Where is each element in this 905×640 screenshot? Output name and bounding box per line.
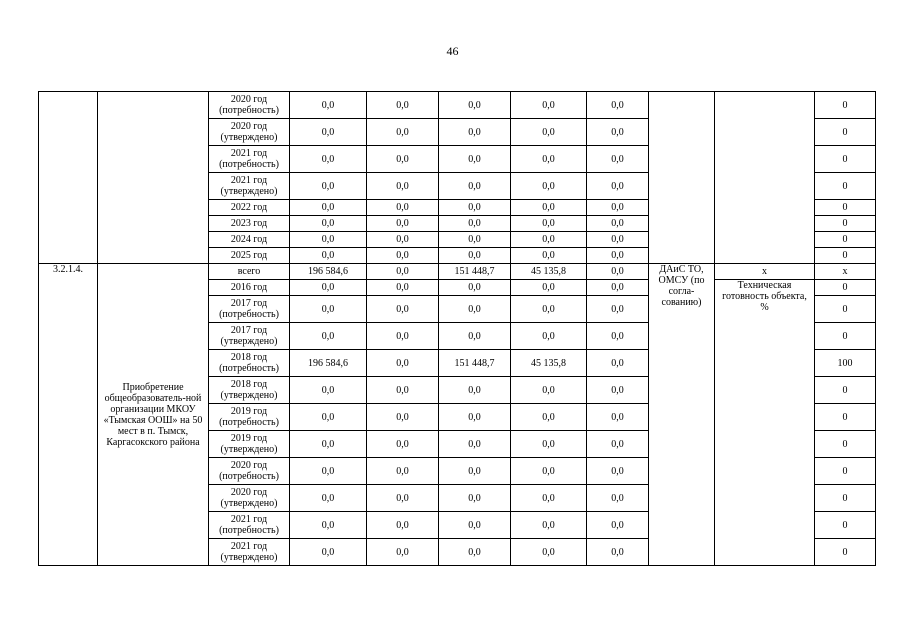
value-cell: 0,0 (511, 458, 587, 485)
value-cell: 0,0 (511, 404, 587, 431)
indicator-value-cell: 0 (815, 92, 876, 119)
value-cell: 0,0 (290, 485, 367, 512)
value-cell: 151 448,7 (439, 264, 511, 280)
value-cell: 0,0 (439, 458, 511, 485)
item-code: 3.2.1.4. (39, 264, 98, 566)
value-cell: 0,0 (367, 92, 439, 119)
value-cell: 0,0 (587, 119, 649, 146)
indicator-value-cell: 0 (815, 216, 876, 232)
value-cell: 0,0 (439, 119, 511, 146)
value-cell: 0,0 (290, 539, 367, 566)
value-cell: 0,0 (511, 323, 587, 350)
value-cell: 0,0 (367, 350, 439, 377)
value-cell: 0,0 (511, 539, 587, 566)
page-number: 46 (446, 44, 459, 58)
value-cell: 0,0 (587, 248, 649, 264)
period-cell: 2019 год (потребность) (209, 404, 290, 431)
value-cell: 0,0 (367, 264, 439, 280)
value-cell: 45 135,8 (511, 264, 587, 280)
period-cell: 2025 год (209, 248, 290, 264)
name-cell (98, 92, 209, 264)
value-cell: 0,0 (439, 173, 511, 200)
value-cell: 0,0 (439, 377, 511, 404)
value-cell: 0,0 (587, 431, 649, 458)
value-cell: 0,0 (367, 296, 439, 323)
item-name: Приобретение общеобразователь-ной организации МКОУ «Тымская ООШ» на 50 мест в п. Тымск, Каргасокского района (98, 264, 209, 566)
value-cell: 0,0 (290, 512, 367, 539)
table-row (39, 264, 876, 280)
period-cell: 2022 год (209, 200, 290, 216)
period-cell: 2021 год (утверждено) (209, 539, 290, 566)
table-body (39, 92, 876, 566)
value-cell: 0,0 (290, 458, 367, 485)
value-cell: 0,0 (587, 485, 649, 512)
value-cell: 0,0 (587, 264, 649, 280)
value-cell: 0,0 (367, 232, 439, 248)
period-cell: 2020 год (утверждено) (209, 119, 290, 146)
value-cell: 0,0 (290, 404, 367, 431)
value-cell: 0,0 (439, 200, 511, 216)
value-cell: 0,0 (587, 350, 649, 377)
value-cell: 151 448,7 (439, 350, 511, 377)
value-cell: 0,0 (290, 232, 367, 248)
period-cell: 2021 год (потребность) (209, 512, 290, 539)
value-cell: 0,0 (290, 200, 367, 216)
value-cell: 0,0 (511, 200, 587, 216)
indicator-value-cell: 0 (815, 232, 876, 248)
value-cell: 0,0 (511, 173, 587, 200)
value-cell: 0,0 (367, 323, 439, 350)
value-cell: 0,0 (290, 431, 367, 458)
indicator-value-cell: 0 (815, 323, 876, 350)
value-cell: 0,0 (587, 173, 649, 200)
value-cell: 0,0 (587, 458, 649, 485)
value-cell: 0,0 (367, 458, 439, 485)
value-cell: 0,0 (587, 146, 649, 173)
indicator-value-cell: 0 (815, 173, 876, 200)
value-cell: 0,0 (511, 232, 587, 248)
period-cell: 2020 год (потребность) (209, 458, 290, 485)
value-cell: 0,0 (511, 92, 587, 119)
period-cell: 2016 год (209, 280, 290, 296)
value-cell: 0,0 (587, 377, 649, 404)
value-cell: 0,0 (511, 512, 587, 539)
value-cell: 0,0 (587, 404, 649, 431)
indicator-value-cell: 0 (815, 377, 876, 404)
value-cell: 0,0 (290, 377, 367, 404)
value-cell: 0,0 (367, 539, 439, 566)
value-cell: 0,0 (511, 248, 587, 264)
indicator-value-cell: 0 (815, 485, 876, 512)
value-cell: 0,0 (587, 512, 649, 539)
value-cell: 0,0 (367, 216, 439, 232)
value-cell: 0,0 (439, 248, 511, 264)
value-cell: 0,0 (367, 377, 439, 404)
indicator-value-cell: 100 (815, 350, 876, 377)
value-cell: 0,0 (587, 92, 649, 119)
indicator-value-cell: 0 (815, 146, 876, 173)
value-cell: 0,0 (587, 323, 649, 350)
value-cell: 0,0 (587, 216, 649, 232)
value-cell: 0,0 (439, 485, 511, 512)
value-cell: 0,0 (439, 216, 511, 232)
executor-cell (649, 92, 715, 264)
value-cell: 0,0 (367, 431, 439, 458)
period-cell: 2024 год (209, 232, 290, 248)
value-cell: 0,0 (290, 173, 367, 200)
value-cell: 0,0 (511, 377, 587, 404)
value-cell: 0,0 (290, 216, 367, 232)
value-cell: 0,0 (439, 539, 511, 566)
value-cell: 0,0 (367, 146, 439, 173)
table-row (39, 92, 876, 119)
value-cell: 0,0 (439, 296, 511, 323)
value-cell: 0,0 (290, 146, 367, 173)
value-cell: 0,0 (511, 119, 587, 146)
indicator-value-cell: 0 (815, 119, 876, 146)
indicator-value-cell: 0 (815, 512, 876, 539)
value-cell: 196 584,6 (290, 350, 367, 377)
indicator-name: Техническая готовность объекта, % (715, 280, 815, 566)
value-cell: 0,0 (290, 296, 367, 323)
period-cell: 2020 год (потребность) (209, 92, 290, 119)
value-cell: 0,0 (587, 539, 649, 566)
item-executor: ДАиС ТО, ОМСУ (по согла-сованию) (649, 264, 715, 566)
indicator-value-cell: х (815, 264, 876, 280)
code-cell (39, 92, 98, 264)
value-cell: 196 584,6 (290, 264, 367, 280)
value-cell: 0,0 (367, 200, 439, 216)
value-cell: 0,0 (439, 512, 511, 539)
value-cell: 45 135,8 (511, 350, 587, 377)
period-cell: 2018 год (утверждено) (209, 377, 290, 404)
indicator-top: х (715, 264, 815, 280)
value-cell: 0,0 (511, 216, 587, 232)
value-cell: 0,0 (587, 280, 649, 296)
value-cell: 0,0 (439, 404, 511, 431)
value-cell: 0,0 (367, 280, 439, 296)
program-table (38, 91, 876, 566)
period-cell: всего (209, 264, 290, 280)
value-cell: 0,0 (367, 173, 439, 200)
indicator-value-cell: 0 (815, 200, 876, 216)
period-cell: 2017 год (утверждено) (209, 323, 290, 350)
value-cell: 0,0 (439, 323, 511, 350)
indicator-value-cell: 0 (815, 458, 876, 485)
value-cell: 0,0 (439, 146, 511, 173)
period-cell: 2020 год (утверждено) (209, 485, 290, 512)
value-cell: 0,0 (511, 296, 587, 323)
period-cell: 2017 год (потребность) (209, 296, 290, 323)
value-cell: 0,0 (367, 119, 439, 146)
value-cell: 0,0 (290, 248, 367, 264)
value-cell: 0,0 (367, 512, 439, 539)
value-cell: 0,0 (367, 404, 439, 431)
value-cell: 0,0 (587, 200, 649, 216)
value-cell: 0,0 (511, 146, 587, 173)
indicator-value-cell: 0 (815, 296, 876, 323)
indicator-value-cell: 0 (815, 404, 876, 431)
value-cell: 0,0 (439, 232, 511, 248)
period-cell: 2021 год (утверждено) (209, 173, 290, 200)
value-cell: 0,0 (439, 280, 511, 296)
value-cell: 0,0 (367, 248, 439, 264)
period-cell: 2023 год (209, 216, 290, 232)
value-cell: 0,0 (439, 431, 511, 458)
value-cell: 0,0 (290, 119, 367, 146)
indicator-value-cell: 0 (815, 431, 876, 458)
value-cell: 0,0 (367, 485, 439, 512)
indicator-value-cell: 0 (815, 248, 876, 264)
indicator-value-cell: 0 (815, 280, 876, 296)
value-cell: 0,0 (587, 232, 649, 248)
value-cell: 0,0 (587, 296, 649, 323)
period-cell: 2019 год (утверждено) (209, 431, 290, 458)
value-cell: 0,0 (290, 280, 367, 296)
period-cell: 2018 год (потребность) (209, 350, 290, 377)
indicator-value-cell: 0 (815, 539, 876, 566)
value-cell: 0,0 (511, 485, 587, 512)
indicator-name-cell (715, 92, 815, 264)
period-cell: 2021 год (потребность) (209, 146, 290, 173)
value-cell: 0,0 (511, 431, 587, 458)
value-cell: 0,0 (290, 323, 367, 350)
value-cell: 0,0 (511, 280, 587, 296)
value-cell: 0,0 (290, 92, 367, 119)
value-cell: 0,0 (439, 92, 511, 119)
